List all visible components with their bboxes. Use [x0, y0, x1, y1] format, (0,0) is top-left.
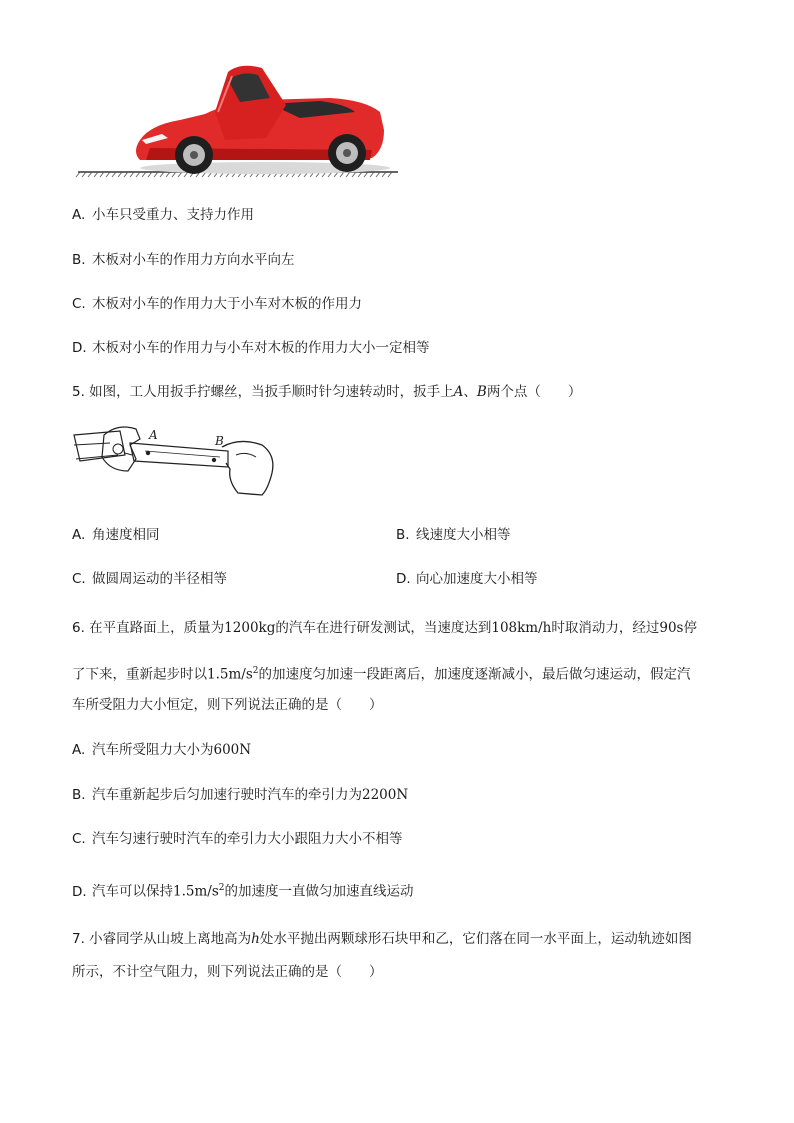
- q5-stem: 5. 如图，工人用扳手拧螺丝，当扳手顺时针匀速转动时，扳手上A、B两个点（ ）: [72, 384, 582, 400]
- front-wheel: [175, 136, 213, 174]
- point-a-label: A: [149, 428, 158, 442]
- q7-stem-line2: 所示，不计空气阻力，则下列说法正确的是（ ）: [72, 964, 383, 980]
- red-car-figure: [0, 0, 794, 200]
- q6-stem-line1: 6. 在平直路面上，质量为1200kg的汽车在进行研发测试，当速度达到108km/h时取消动力，经过90s停: [72, 620, 697, 636]
- q7-stem-line1: 7. 小睿同学从山坡上离地高为h处水平抛出两颗球形石块甲和乙，它们落在同一水平面上，运动轨迹如图: [72, 931, 692, 947]
- q5-option-d: D. 向心加速度大小相等: [396, 571, 538, 587]
- q4-option-a: A. 小车只受重力、支持力作用: [72, 207, 254, 223]
- q6-stem-line2: 了下来，重新起步时以$1.5m/s^2$的加速度匀加速一段距离后，加速度逐渐减小，最后做匀速运动，假定汽: [72, 666, 691, 683]
- q4-option-d: D. 木板对小车的作用力与小车对木板的作用力大小一定相等: [72, 340, 430, 356]
- q6-option-d: D. 汽车可以保持$1.5m/s^2$的加速度一直做匀加速直线运动: [72, 883, 414, 900]
- q4-option-c: C. 木板对小车的作用力大于小车对木板的作用力: [72, 296, 362, 312]
- q5-option-c: C. 做圆周运动的半径相等: [72, 571, 227, 587]
- q4-option-b: B. 木板对小车的作用力方向水平向左: [72, 252, 295, 268]
- wrench-figure: [0, 415, 794, 535]
- q6-option-a: A. 汽车所受阻力大小为600N: [72, 742, 252, 758]
- q5-option-b: B. 线速度大小相等: [396, 527, 511, 543]
- point-b-label: B: [215, 434, 224, 448]
- q6-option-b: B. 汽车重新起步后匀加速行驶时汽车的牵引力为2200N: [72, 787, 409, 803]
- q6-option-c: C. 汽车匀速行驶时汽车的牵引力大小跟阻力大小不相等: [72, 831, 403, 847]
- rear-wheel: [328, 134, 366, 172]
- q6-stem-line3: 车所受阻力大小恒定，则下列说法正确的是（ ）: [72, 697, 383, 713]
- q5-option-a: A. 角速度相同: [72, 527, 160, 543]
